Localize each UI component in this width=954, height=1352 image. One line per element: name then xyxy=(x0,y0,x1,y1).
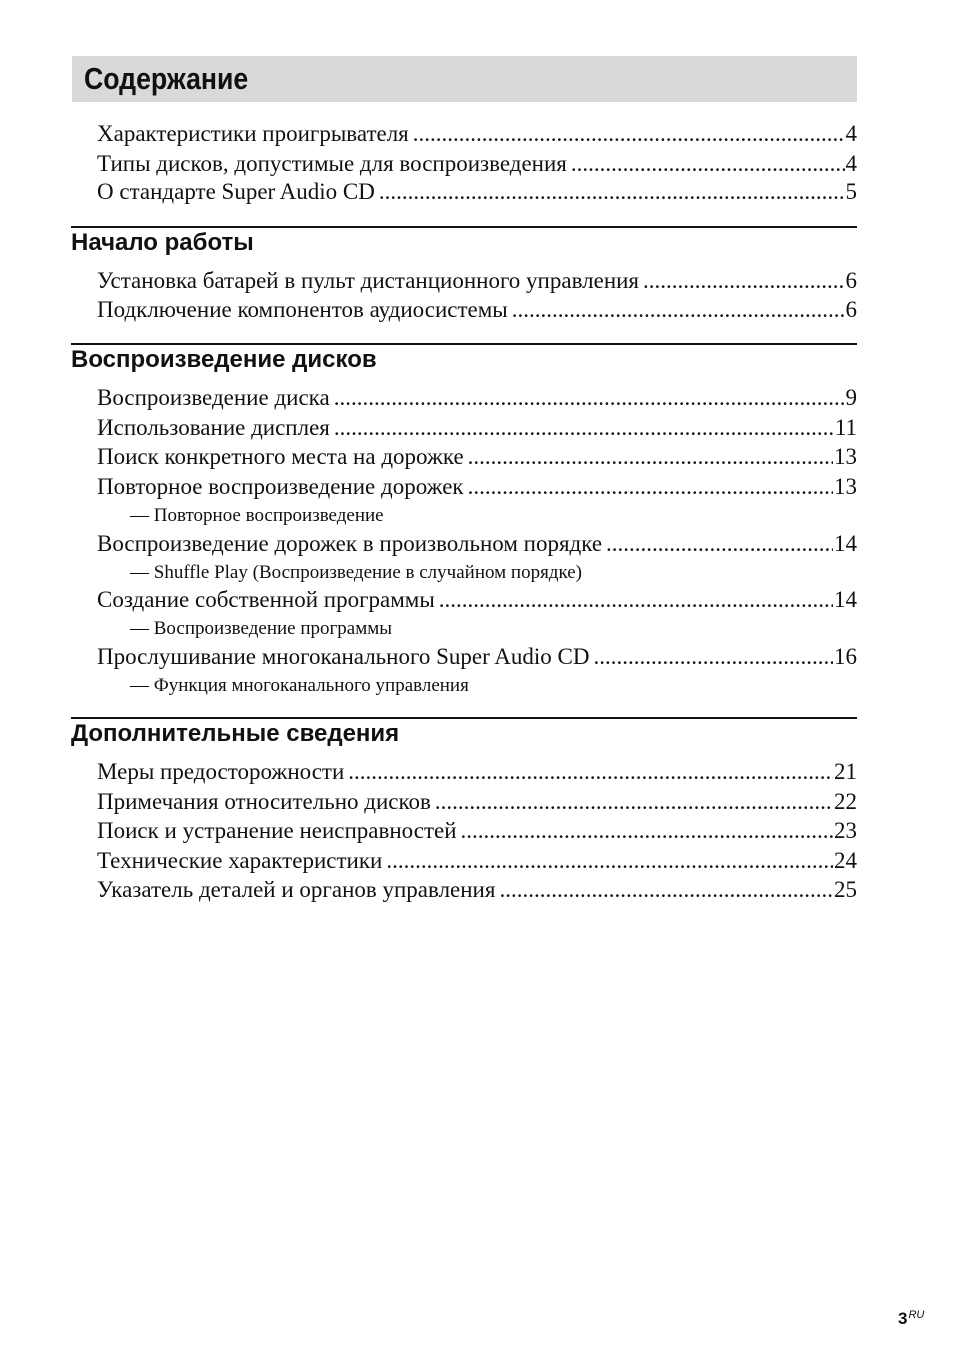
toc-entry-label: Повторное воспроизведение дорожек xyxy=(97,474,464,499)
toc-entry-page: 4 xyxy=(845,121,857,146)
toc-entry[interactable] xyxy=(97,413,857,443)
dot-leader xyxy=(334,383,845,413)
toc-entry-label: Типы дисков, допустимые для воспроизведения xyxy=(97,151,567,176)
dot-leader xyxy=(499,875,833,905)
toc-entry-page: 11 xyxy=(834,415,857,440)
section-heading: Начало работы xyxy=(71,229,254,256)
toc-entry[interactable] xyxy=(97,383,857,413)
toc-entry-page: 9 xyxy=(845,385,857,410)
toc-entry-page: 25 xyxy=(834,877,857,902)
toc-subentry: — Воспроизведение программы xyxy=(130,618,393,639)
dot-leader xyxy=(334,413,834,443)
toc-entry-label: Воспроизведение диска xyxy=(97,385,330,410)
dot-leader xyxy=(512,295,845,325)
toc-entry-label: Установка батарей в пульт дистанционного управления xyxy=(97,268,640,293)
dot-leader xyxy=(439,585,833,615)
toc-entry[interactable] xyxy=(97,529,857,559)
toc-entry-page: 16 xyxy=(834,644,857,669)
toc-entry[interactable] xyxy=(97,472,857,502)
toc-entry[interactable] xyxy=(97,585,857,615)
dot-leader xyxy=(643,266,844,296)
toc-entry-page: 21 xyxy=(834,759,857,784)
dot-leader xyxy=(461,816,833,846)
toc-entry-label: Использование дисплея xyxy=(97,415,330,440)
toc-entry[interactable] xyxy=(97,757,857,787)
section-heading: Дополнительные сведения xyxy=(71,720,400,747)
page-number-value: 3 xyxy=(898,1309,908,1328)
toc-entry-page: 24 xyxy=(834,848,857,873)
toc-entry[interactable] xyxy=(97,642,857,672)
dot-leader xyxy=(468,472,833,502)
toc-subentry: — Повторное воспроизведение xyxy=(130,505,384,526)
toc-entry-label: Характеристики проигрывателя xyxy=(97,121,409,146)
toc-subentry: — Функция многоканального управления xyxy=(130,675,469,696)
toc-entry-label: Подключение компонентов аудиосистемы xyxy=(97,297,508,322)
toc-entry-label: Меры предосторожности xyxy=(97,759,345,784)
toc-entry-label: Создание собственной программы xyxy=(97,587,435,612)
dot-leader xyxy=(386,846,833,876)
page-number-suffix: RU xyxy=(908,1309,925,1321)
toc-entry-page: 5 xyxy=(845,179,857,204)
dot-leader xyxy=(468,442,833,472)
toc-entry-page: 13 xyxy=(834,474,857,499)
toc-entry-label: Технические характеристики xyxy=(97,848,383,873)
dot-leader xyxy=(413,119,845,149)
page-title: Содержание xyxy=(84,61,249,96)
toc-entry[interactable] xyxy=(97,442,857,472)
toc-entry-page: 6 xyxy=(845,297,857,322)
dot-leader xyxy=(379,177,845,207)
toc-entry-page: 4 xyxy=(845,151,857,176)
toc-entry-page: 22 xyxy=(834,789,857,814)
toc-entry[interactable] xyxy=(97,816,857,846)
toc-entry-page: 14 xyxy=(834,587,857,612)
toc-entry-label: Указатель деталей и органов управления xyxy=(97,877,496,902)
page-number xyxy=(898,1309,924,1329)
section-heading: Воспроизведение дисков xyxy=(71,346,377,373)
dot-leader xyxy=(571,149,845,179)
toc-entry-page: 6 xyxy=(845,268,857,293)
toc-entry[interactable] xyxy=(97,295,857,325)
toc-entry-label: Прослушивание многоканального Super Audio CD xyxy=(97,644,590,669)
toc-entry-label: Поиск конкретного места на дорожке xyxy=(97,444,464,469)
toc-subentry: — Shuffle Play (Воспроизведение в случайном порядке) xyxy=(130,562,582,583)
dot-leader xyxy=(435,787,833,817)
toc-entry-page: 14 xyxy=(834,531,857,556)
toc-entry[interactable] xyxy=(97,266,857,296)
toc-entry[interactable] xyxy=(97,875,857,905)
dot-leader xyxy=(593,642,833,672)
toc-entry-label: О стандарте Super Audio CD xyxy=(97,179,375,204)
toc-entry-label: Воспроизведение дорожек в произвольном порядке xyxy=(97,531,603,556)
toc-entry-label: Поиск и устранение неисправностей xyxy=(97,818,457,843)
dot-leader xyxy=(606,529,833,559)
toc-entry-page: 23 xyxy=(834,818,857,843)
toc-entry[interactable] xyxy=(97,846,857,876)
toc-entry-page: 13 xyxy=(834,444,857,469)
toc-entry[interactable] xyxy=(97,177,857,207)
toc-entry[interactable] xyxy=(97,787,857,817)
toc-entry[interactable] xyxy=(97,119,857,149)
dot-leader xyxy=(348,757,833,787)
toc-entry-label: Примечания относительно дисков xyxy=(97,789,431,814)
toc-entry[interactable] xyxy=(97,149,857,179)
